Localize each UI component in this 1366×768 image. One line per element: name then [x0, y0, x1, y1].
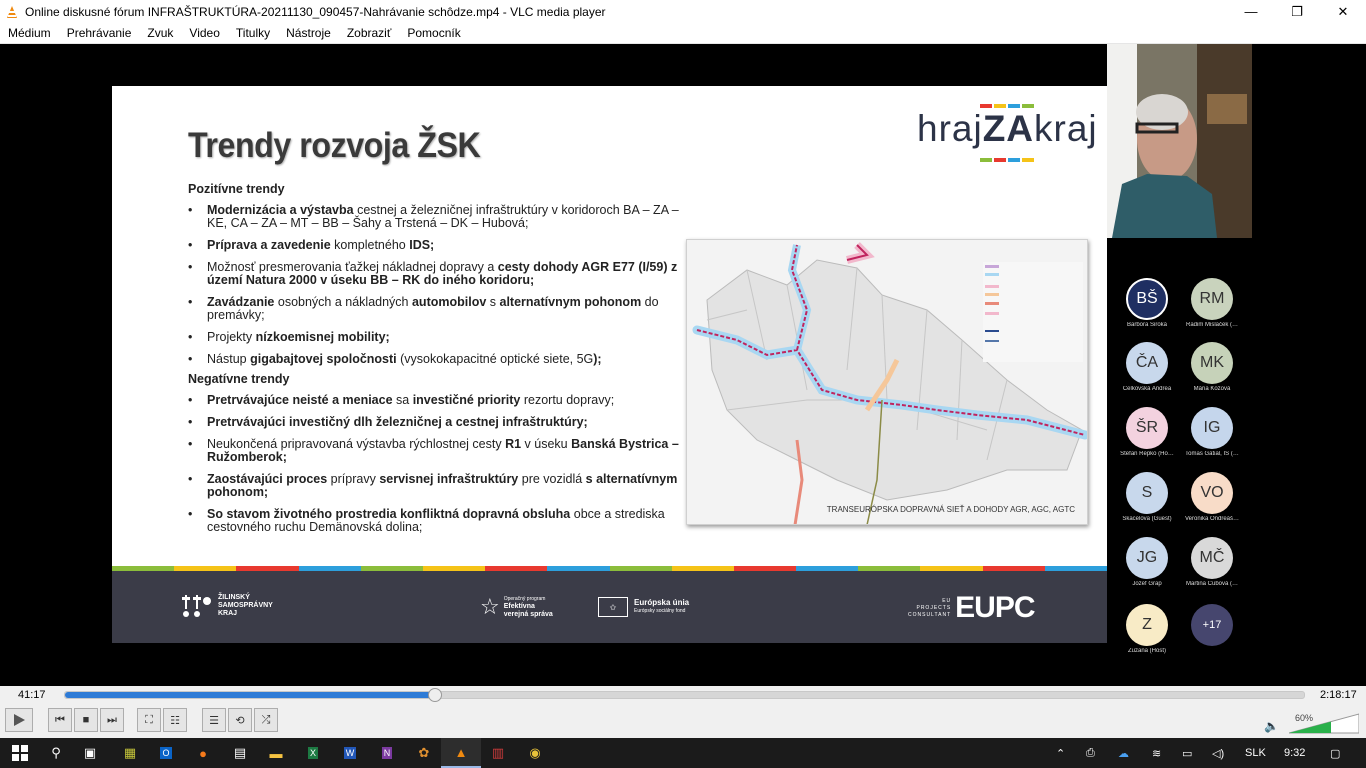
bullet-item	[188, 438, 688, 464]
taskbar-app-2[interactable]	[404, 738, 444, 768]
bullet-text: );	[593, 352, 602, 366]
volume-tray[interactable]	[1212, 738, 1224, 768]
seek-bar[interactable]	[64, 691, 1305, 699]
zsk-line-3: KRAJ	[218, 610, 238, 617]
bullet-text: nízkoemisnej mobility;	[255, 330, 390, 344]
bullet-text: s	[486, 295, 500, 309]
bullet-text: alternatívnym pohonom	[499, 295, 642, 309]
logo-part-1: hraj	[917, 108, 983, 149]
logo-part-2: ZA	[982, 108, 1035, 149]
bullet-text: Príprava a zavedenie	[207, 238, 331, 252]
op-line-3: verejná správa	[503, 611, 553, 618]
previous-icon: ⏮	[55, 713, 65, 726]
eupc-line-3: CONSULTANT	[908, 611, 952, 618]
bullet-text: Zavádzanie	[207, 295, 275, 309]
notifications[interactable]	[1330, 738, 1340, 768]
stop-button[interactable]	[74, 708, 98, 732]
participant-tile[interactable]	[1182, 472, 1242, 522]
wifi-icon: ≋	[1152, 747, 1162, 760]
bullet-text: Zaostávajúci proces	[207, 472, 328, 486]
seek-progress	[65, 692, 435, 698]
bullet-text: Pretrvávajúci investičný dlh železničnej a cestnej infraštruktúry;	[207, 415, 588, 429]
taskbar-excel[interactable]	[293, 738, 333, 768]
playlist-button[interactable]	[202, 708, 226, 732]
elapsed-time: 41:17	[18, 689, 46, 701]
eu-logo	[598, 597, 689, 617]
loop-icon: ⟲	[235, 714, 245, 727]
eupc-logo	[908, 591, 1035, 625]
speaker-video	[1107, 44, 1252, 238]
app-icon: ▦	[123, 745, 137, 760]
minimize-button[interactable]: —	[1244, 4, 1258, 19]
paint-icon: ✿	[418, 745, 430, 760]
avatar: ČA	[1126, 342, 1168, 384]
presentation-slide	[112, 86, 1107, 643]
bullet-text: R1	[505, 437, 522, 451]
title-bar	[0, 0, 1366, 23]
bullet-text: Nástup	[207, 352, 251, 366]
zsk-emblem-icon	[180, 593, 214, 619]
bullet-text: osobných a nákladných	[274, 295, 412, 309]
restore-button[interactable]: ❐	[1291, 3, 1303, 19]
excel-icon: X	[309, 748, 316, 758]
cloud-icon: ☁	[1118, 747, 1129, 760]
positive-list	[188, 204, 688, 366]
eupc-wordmark: EUPC	[955, 591, 1035, 624]
play-button[interactable]	[5, 708, 33, 732]
bullet-text: s alternatívnym pohonom;	[207, 472, 678, 499]
participant-tile[interactable]	[1182, 278, 1242, 328]
calculator-icon: ▤	[233, 745, 247, 760]
windows-taskbar	[0, 738, 1366, 768]
participant-tile[interactable]	[1117, 537, 1177, 587]
chrome-icon: ◉	[529, 745, 541, 760]
play-icon	[12, 713, 26, 727]
seek-handle[interactable]	[428, 688, 442, 702]
bullet-text: pre vozidlá	[518, 472, 586, 486]
bullet-text: Modernizácia a výstavba	[207, 203, 354, 217]
meet-now[interactable]	[1086, 738, 1095, 768]
zsk-text	[218, 594, 273, 618]
participant-tile[interactable]	[1117, 472, 1177, 522]
avatar: ŠR	[1126, 407, 1168, 449]
bullet-text: (vysokokapacitné optické siete, 5G	[396, 352, 594, 366]
eupc-line-2: PROJECTS	[916, 604, 952, 611]
participant-name: Radim Mislaček (…	[1185, 322, 1238, 328]
bullet-text: automobilov	[411, 295, 487, 309]
task-view-button[interactable]	[70, 738, 110, 768]
next-button[interactable]	[100, 708, 124, 732]
participant-tile[interactable]	[1117, 604, 1177, 654]
vlc-cone-icon	[5, 5, 19, 19]
negative-list	[188, 394, 688, 534]
show-hidden-icons[interactable]	[1056, 738, 1065, 768]
participant-tile[interactable]	[1182, 342, 1242, 392]
hrajzakraj-logo	[917, 108, 1098, 150]
op-line-1: Operačný program	[503, 596, 546, 602]
vlc-icon: ▲	[454, 744, 468, 760]
menu-subtitles[interactable]: Titulky	[235, 26, 271, 40]
participant-name: Zuzana (Host)	[1127, 648, 1166, 654]
avatar: JG	[1126, 537, 1168, 579]
participant-name: Barbora Široká	[1126, 322, 1168, 328]
taskbar-explorer[interactable]	[256, 738, 296, 768]
bullet-item	[188, 353, 688, 366]
bullet-text: v úseku	[521, 437, 572, 451]
bullet-text: servisnej infraštruktúry	[379, 472, 519, 486]
meet-icon: ⎙	[1086, 746, 1095, 759]
total-time: 2:18:17	[1320, 689, 1357, 701]
onedrive[interactable]	[1118, 738, 1129, 768]
participant-tile[interactable]	[1117, 278, 1177, 328]
bullet-text: So stavom životného prostredia konfliktná dopravná obsluha	[207, 507, 571, 521]
taskbar-firefox[interactable]	[183, 738, 223, 768]
slide-title: Trendy rozvoja ŽSK	[188, 126, 481, 165]
bullet-text: sa	[392, 393, 413, 407]
participant-name: Veronika Ondreáš…	[1184, 516, 1240, 522]
stop-icon: ■	[82, 714, 90, 726]
bullet-text: cesty dohody AGR E77 (I/59) z území Natura 2000 v úseku BB – RK do iného koridoru;	[207, 260, 678, 287]
next-icon: ⏭	[107, 713, 117, 726]
avatar: Z	[1126, 604, 1168, 646]
positive-heading: Pozitívne trendy	[188, 182, 285, 196]
op-line-2: Efektívna	[503, 603, 535, 610]
participant-tile[interactable]	[1117, 342, 1177, 392]
bullet-item	[188, 416, 688, 429]
shuffle-icon: ⤮	[261, 713, 271, 726]
zsk-line-1: ŽILINSKÝ	[218, 594, 250, 601]
menu-playback[interactable]: Prehrávanie	[66, 26, 132, 40]
participant-name: Skacelova (Guest)	[1122, 516, 1172, 522]
app-3-icon: ▥	[491, 745, 505, 760]
folder-icon: ▬	[269, 745, 283, 761]
fullscreen-button[interactable]	[137, 708, 161, 732]
menu-audio[interactable]: Zvuk	[147, 26, 174, 40]
taskbar-outlook[interactable]	[146, 738, 186, 768]
chevron-up-icon: ⌃	[1056, 747, 1066, 760]
zsk-logo	[180, 593, 273, 619]
fullscreen-icon: ⛶	[145, 713, 153, 726]
taskbar-app[interactable]	[110, 738, 150, 768]
speaker-icon: ◁)	[1212, 747, 1225, 760]
clock[interactable]: 9:32	[1284, 747, 1306, 759]
menu-help[interactable]: Pomocník	[407, 26, 461, 40]
negative-heading: Negatívne trendy	[188, 372, 290, 386]
logo-bars-bottom	[980, 158, 1034, 162]
star-icon: ☆	[480, 594, 500, 619]
task-view-icon: ▣	[83, 745, 97, 760]
menu-view[interactable]: Zobraziť	[346, 26, 392, 40]
bullet-item	[188, 296, 688, 322]
participant-tile[interactable]	[1182, 537, 1242, 587]
volume-icon[interactable]: 🔈	[1264, 719, 1279, 733]
bullet-text: obce a strediska cestovného ruchu Demänovská dolina;	[207, 507, 665, 534]
eupc-line-1: EU	[942, 597, 952, 604]
participant-name: Čelkovská Andrea	[1122, 386, 1172, 392]
bullet-text: IDS;	[409, 238, 435, 252]
windows-logo-icon	[12, 745, 28, 761]
bullet-text: gigabajtovej spoločnosti	[250, 352, 397, 366]
extended-settings-button[interactable]	[163, 708, 187, 732]
participants-panel	[1107, 238, 1252, 686]
menu-bar	[0, 23, 1366, 44]
battery-icon: ▭	[1182, 747, 1193, 760]
avatar: IG	[1191, 407, 1233, 449]
bullet-text: cestnej a železničnej infraštruktúry v koridoroch BA – ZA – KE, CA – ZA – MT – BB – Šahy a Trstená – DK – Hubová;	[207, 203, 679, 230]
bullet-item	[188, 261, 688, 287]
avatar: MČ	[1191, 537, 1233, 579]
eu-line-1: Európska únia	[634, 598, 690, 607]
eu-line-2: Európsky sociálny fond	[634, 608, 686, 614]
bullet-item	[188, 331, 688, 344]
participant-name: Jozef Grap	[1132, 581, 1162, 587]
avatar: VO	[1191, 472, 1233, 514]
eu-flag-icon: ✩	[598, 597, 628, 617]
taskbar-app-3[interactable]	[478, 738, 518, 768]
volume-slider[interactable]	[1289, 712, 1359, 734]
taskbar-chrome[interactable]	[515, 738, 555, 768]
loop-button[interactable]	[228, 708, 252, 732]
slide-content	[188, 183, 688, 543]
avatar: RM	[1191, 278, 1233, 320]
bullet-text: Možnosť presmerovania ťažkej nákladnej dopravy a	[207, 260, 498, 274]
notification-icon: ▢	[1330, 747, 1341, 760]
avatar: S	[1126, 472, 1168, 514]
taskbar-vlc[interactable]	[441, 738, 481, 768]
eupc-small-text	[908, 598, 951, 619]
participant-tile[interactable]	[1182, 407, 1242, 457]
bullet-item	[188, 394, 688, 407]
bullet-text: Banská Bystrica – Ružomberok;	[207, 437, 679, 464]
avatar: MK	[1191, 342, 1233, 384]
bullet-text: Projekty	[207, 330, 256, 344]
bullet-text: kompletného	[330, 238, 410, 252]
equalizer-icon: ☷	[170, 714, 180, 727]
map-caption: TRANSEURÓPSKA DOPRAVNÁ SIEŤ A DOHODY AGR, AGC, AGTC	[826, 505, 1075, 514]
bullet-item	[188, 508, 688, 534]
bullet-text: Pretrvávajúce neisté a meniace	[207, 393, 393, 407]
player-controls	[0, 686, 1366, 738]
slide-footer	[112, 571, 1107, 643]
search-icon: ⚲	[51, 745, 61, 760]
taskbar-calculator[interactable]	[220, 738, 260, 768]
window-title: Online diskusné fórum INFRAŠTRUKTÚRA-20211130_090457-Nahrávanie schôdze.mp4 - VLC media player	[25, 4, 606, 19]
language-indicator[interactable]: SLK	[1245, 747, 1266, 759]
outlook-icon: O	[162, 748, 170, 758]
participant-name: Mária Kozová	[1193, 386, 1231, 392]
previous-button[interactable]	[48, 708, 72, 732]
start-button[interactable]	[0, 738, 40, 768]
bullet-item	[188, 239, 688, 252]
shuffle-button[interactable]	[254, 708, 278, 732]
bullet-text: Neukončená pripravovaná výstavba rýchlostnej cesty	[207, 437, 506, 451]
logo-part-3: kraj	[1034, 108, 1098, 149]
participant-name: Tomas Gatial, IS (…	[1185, 451, 1239, 457]
battery[interactable]	[1182, 738, 1192, 768]
menu-tools[interactable]: Nástroje	[286, 26, 331, 40]
map-graphic	[687, 240, 1088, 525]
op-text	[504, 595, 553, 619]
volume-label: 60%	[1295, 713, 1314, 723]
eu-text	[634, 598, 689, 616]
bullet-text: prípravy	[327, 472, 380, 486]
bullet-item	[188, 204, 688, 230]
avatar: +17	[1191, 604, 1233, 646]
taskbar-word[interactable]	[330, 738, 370, 768]
bullet-item	[188, 473, 688, 499]
avatar: BŠ	[1126, 278, 1168, 320]
taskbar-onenote[interactable]	[367, 738, 407, 768]
close-button[interactable]: ✕	[1337, 3, 1349, 19]
firefox-icon: ●	[199, 745, 207, 761]
more-participants-button[interactable]	[1182, 604, 1242, 646]
word-icon: W	[345, 748, 355, 758]
transport-map	[686, 239, 1088, 525]
zsk-line-2: SAMOSPRÁVNY	[218, 602, 273, 609]
bullet-text: rezortu dopravy;	[520, 393, 615, 407]
participant-name: Martina Čubová (…	[1185, 581, 1239, 587]
onenote-icon: N	[383, 748, 391, 758]
speaker-photo	[1107, 44, 1252, 238]
bullet-text: do premávky;	[207, 295, 659, 322]
menu-media[interactable]: Médium	[8, 26, 51, 40]
menu-video[interactable]: Video	[189, 26, 220, 40]
participant-tile[interactable]	[1117, 407, 1177, 457]
bullet-text: investičné priority	[412, 393, 521, 407]
network[interactable]	[1152, 738, 1161, 768]
participant-name: Štefan Repko (Ho…	[1120, 451, 1174, 457]
op-logo	[480, 595, 553, 619]
playlist-icon: ☰	[209, 714, 219, 727]
